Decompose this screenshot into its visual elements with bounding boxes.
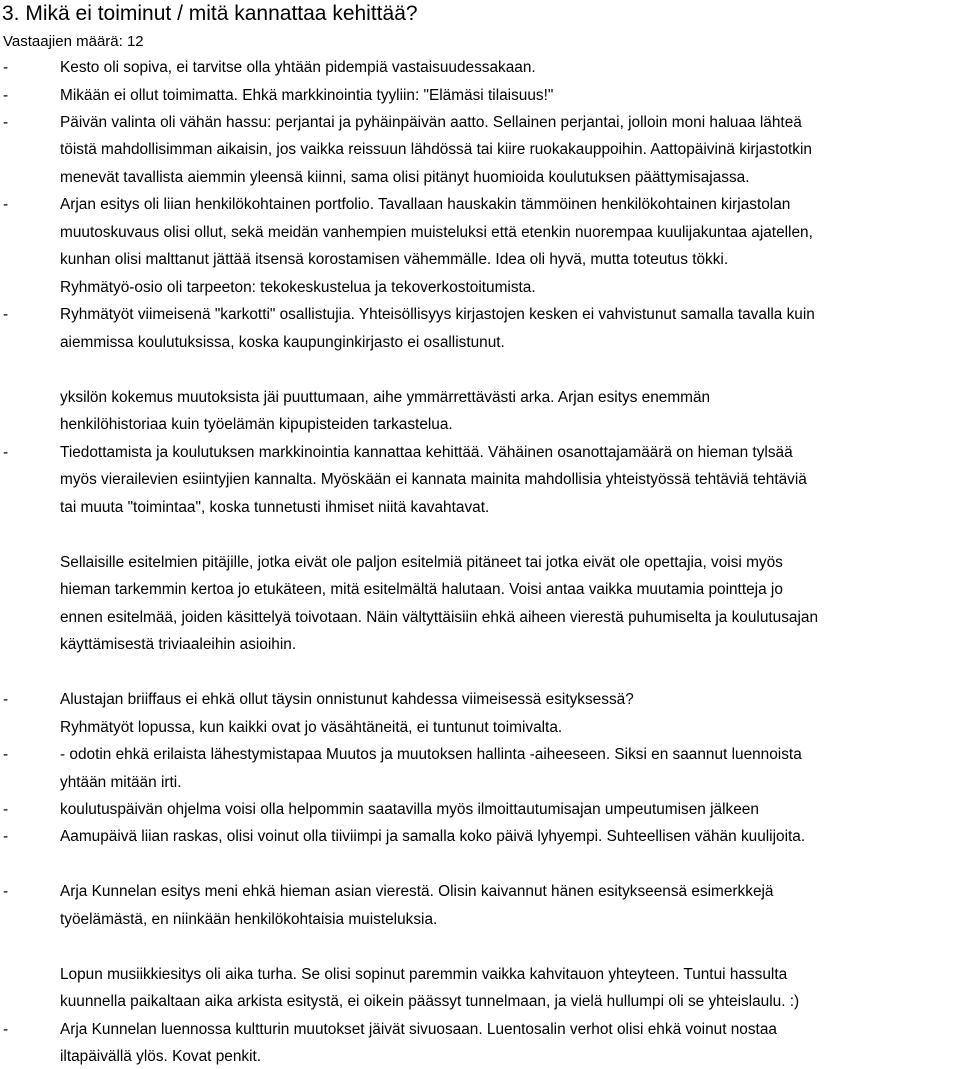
response-line: yhtään mitään irti.: [60, 774, 182, 791]
response-line: Tiedottamista ja koulutuksen markkinointia kannattaa kehittää. Vähäinen osanottajamäärä on hieman tylsää: [60, 444, 793, 461]
response-line: Ryhmätyöt viimeisenä "karkotti" osallistujia. Yhteisöllisyys kirjastojen kesken ei vahvistunut samalla tavalla kuin: [60, 306, 815, 323]
response-line: muutoskuvaus olisi ollut, sekä meidän vanhempien muisteluksi että etenkin nuorempaa kuulijakuntaa ajatellen,: [60, 224, 813, 241]
response-line: ennen esitelmää, joiden käsittelyä toivotaan. Näin vältyttäisiin ehkä aiheen vierestä puhumiselta ja koulutusajan: [60, 609, 819, 626]
response-line: Kesto oli sopiva, ei tarvitse olla yhtään pidempiä vastaisuudessakaan.: [60, 59, 536, 76]
response-line: Arjan esitys oli liian henkilökohtainen portfolio. Tavallaan hauskakin tämmöinen henkilökohtainen kirjastolan: [60, 196, 791, 213]
response-line: Aamupäivä liian raskas, olisi voinut olla tiiviimpi ja samalla koko päivä lyhyempi. Suhteellisen vähän kuulijoita.: [60, 828, 806, 845]
bullet-dash: -: [3, 801, 9, 818]
response-line: hieman tarkemmin kertoa jo etukäteen, mitä esitelmältä halutaan. Voisi antaa vaikka muutamia pointteja jo: [60, 581, 783, 598]
response-line: Päivän valinta oli vähän hassu: perjantai ja pyhäinpäivän aatto. Sellainen perjantai, jolloin moni haluaa lähteä: [60, 114, 802, 131]
response-line: henkilöhistoriaa kuin työelämän kipupisteiden tarkastelua.: [60, 416, 453, 433]
bullet-dash: -: [3, 444, 9, 461]
response-line: kuunnella paikaltaan aika arkista esitystä, ei oikein päässyt tunnelmaan, ja vielä hullumpi oli se yhteislaulu. :): [60, 993, 800, 1010]
response-line: Sellaisille esitelmien pitäjille, jotka eivät ole paljon esitelmiä pitäneet tai jotka eivät ole opettajia, voisi myös: [60, 554, 783, 571]
response-line: myös vierailevien esiintyjien kannalta. Myöskään ei kannata mainita mahdollisia yhteistyössä tehtäviä tehtäviä: [60, 471, 807, 488]
bullet-dash: -: [3, 883, 9, 900]
response-line: - odotin ehkä erilaista lähestymistapaa Muutos ja muutoksen hallinta -aiheeseen. Siksi en saannut luennoista: [60, 746, 802, 763]
response-line: Alustajan briiffaus ei ehkä ollut täysin onnistunut kahdessa viimeisessä esityksessä?: [60, 691, 634, 708]
bullet-dash: -: [3, 746, 9, 763]
response-line: koulutuspäivän ohjelma voisi olla helpommin saatavilla myös ilmoittautumisajan umpeutumisen jälkeen: [60, 801, 759, 818]
response-line: menevät tavallista aiemmin yleensä kiinni, sama olisi pitänyt huomioida koulutuksen päättymisajassa.: [60, 169, 750, 186]
response-line: tai muuta "toimintaa", koska tunnetusti ihmiset niitä kavahtavat.: [60, 499, 490, 516]
response-line: iltapäivällä ylös. Kovat penkit.: [60, 1048, 262, 1065]
bullet-dash: -: [3, 114, 9, 131]
bullet-dash: -: [3, 1021, 9, 1038]
bullet-dash: -: [3, 828, 9, 845]
response-line: kunhan olisi malttanut jättää itsensä korostamisen vähemmälle. Idea oli hyvä, mutta toteutus tökki.: [60, 251, 729, 268]
bullet-dash: -: [3, 59, 9, 76]
response-line: Mikään ei ollut toimimatta. Ehkä markkinointia tyyliin: "Elämäsi tilaisuus!": [60, 87, 554, 104]
response-line: Ryhmätyöt lopussa, kun kaikki ovat jo väsähtäneitä, ei tuntunut toimivalta.: [60, 719, 563, 736]
response-line: Ryhmätyö-osio oli tarpeeton: tekokeskustelua ja tekoverkostoitumista.: [60, 279, 536, 296]
bullet-dash: -: [3, 691, 9, 708]
bullet-dash: -: [3, 196, 9, 213]
response-line: käyttämisestä triviaaleihin asioihin.: [60, 636, 297, 653]
respondent-count: Vastaajien määrä: 12: [3, 33, 144, 50]
response-line: yksilön kokemus muutoksista jäi puuttumaan, aihe ymmärrettävästi arka. Arjan esitys enemmän: [60, 389, 711, 406]
question-heading: 3. Mikä ei toiminut / mitä kannattaa kehittää?: [2, 2, 418, 25]
bullet-dash: -: [3, 87, 9, 104]
bullet-dash: -: [3, 306, 9, 323]
response-line: töistä mahdollisimman aikaisin, jos vaikka reissuun lähdössä tai kiire ruokakauppoihin. Aattopäivinä kirjastotkin: [60, 141, 812, 158]
response-line: Lopun musiikkiesitys oli aika turha. Se olisi sopinut paremmin vaikka kahvitauon yhteyteen. Tuntui hassulta: [60, 966, 788, 983]
response-line: Arja Kunnelan esitys meni ehkä hieman asian vierestä. Olisin kaivannut hänen esitykseensä esimerkkejä: [60, 883, 774, 900]
response-line: työelämästä, en niinkään henkilökohtaisia muisteluksia.: [60, 911, 438, 928]
response-line: aiemmissa koulutuksissa, koska kaupunginkirjasto ei osallistunut.: [60, 334, 505, 351]
response-line: Arja Kunnelan luennossa kultturin muutokset jäivät sivuosaan. Luentosalin verhot olisi ehkä voinut nostaa: [60, 1021, 777, 1038]
